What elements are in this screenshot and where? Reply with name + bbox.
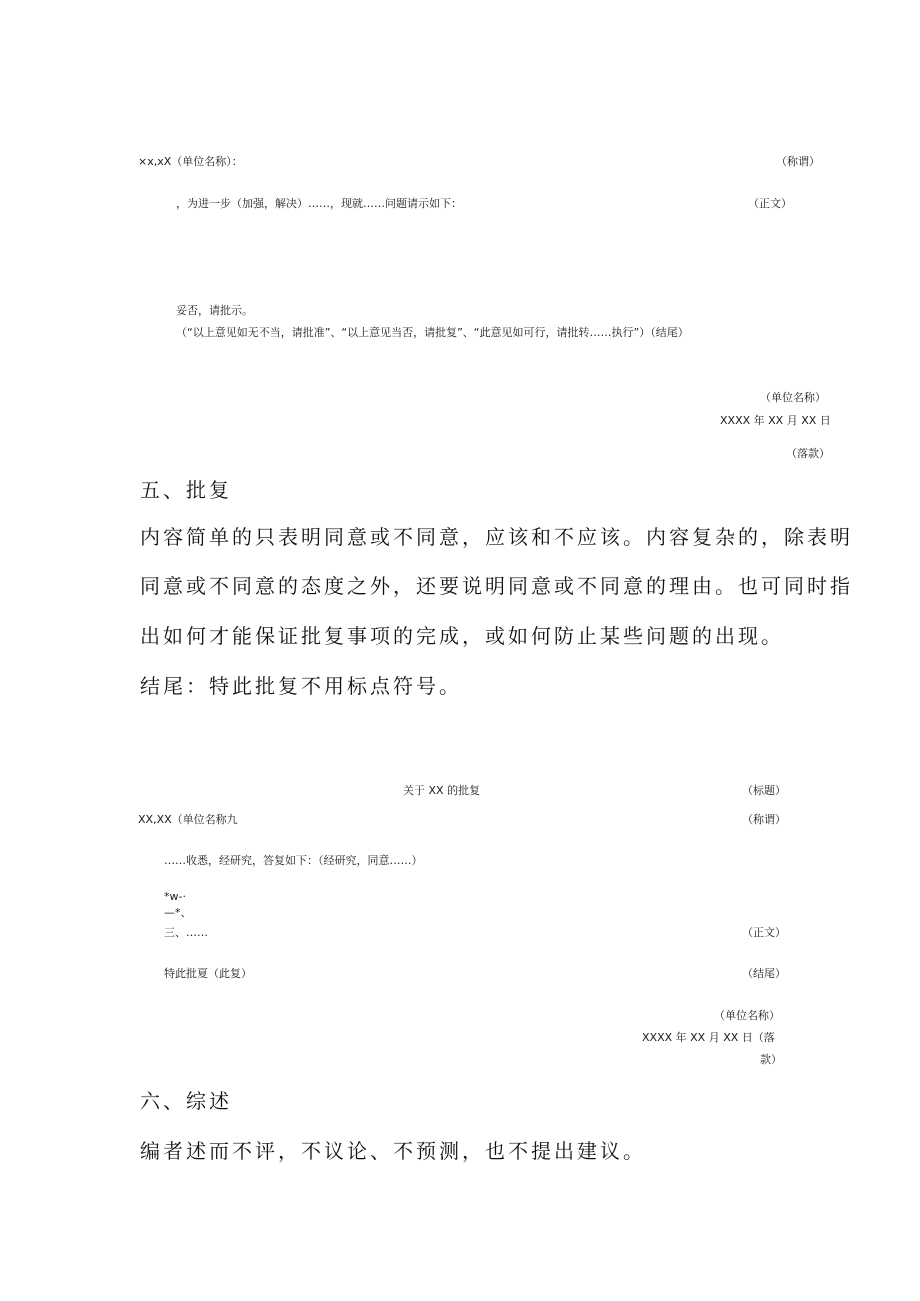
- reply-date-line-1: XXXX 年 XX 月 XX 日（落: [642, 1031, 775, 1044]
- reply-title-tag: （标题）: [742, 784, 786, 797]
- reply-salutation-tag: （称谓）: [742, 813, 786, 826]
- request-closing: 妥否，请批示。: [176, 304, 253, 317]
- section6-heading: 六、综述: [140, 1089, 232, 1113]
- request-signature-tag: （落款）: [786, 447, 830, 460]
- reply-title: 关于 XX 的批复: [403, 784, 481, 797]
- section5-heading: 五、批复: [140, 478, 232, 502]
- reply-item-1: *w-·: [164, 890, 186, 903]
- reply-closing: 特此批夏（此复）: [164, 967, 252, 980]
- reply-unit-name: （单位名称）: [714, 1009, 780, 1022]
- section5-ending: 结尾：特此批复不用标点符号。: [140, 674, 462, 698]
- reply-date-line-2: 款）: [760, 1053, 782, 1066]
- reply-body-tag: （正文）: [742, 926, 786, 939]
- request-salutation: ×x,xX（单位名称）：: [138, 155, 243, 168]
- reply-item-2: —*、: [164, 906, 192, 919]
- request-salutation-tag: （称谓）: [776, 155, 820, 168]
- request-unit-name: （单位名称）: [760, 391, 826, 404]
- reply-item-3: 三、……: [164, 926, 208, 939]
- reply-salutation: XX,XX（单位名称九: [138, 813, 238, 826]
- section5-para-line-3: 出如何才能保证批复事项的完成，或如何防止某些问题的出现。: [140, 624, 784, 648]
- request-body-tag: （正文）: [748, 197, 792, 210]
- section6-para: 编者述而不评，不议论、不预测，也不提出建议。: [140, 1139, 646, 1163]
- reply-intro: ……收悉，经研究，答复如下：（经研究，同意……）: [164, 854, 423, 867]
- section5-para-line-2: 同意或不同意的态度之外，还要说明同意或不同意的理由。也可同时指: [140, 574, 853, 598]
- reply-closing-tag: （结尾）: [742, 967, 786, 980]
- section5-para-line-1: 内容简单的只表明同意或不同意，应该和不应该。内容复杂的，除表明: [140, 525, 853, 549]
- request-closing-options: （“以上意见如无不当，请批准”、“以上意见当否，请批复”、“此意见如可行，请批转……执行”）（结尾）: [176, 326, 689, 339]
- request-body: ，为进一步（加强，解决）……，现就……问题请示如下：: [176, 197, 462, 210]
- request-date: XXXX 年 XX 月 XX 日: [720, 414, 831, 427]
